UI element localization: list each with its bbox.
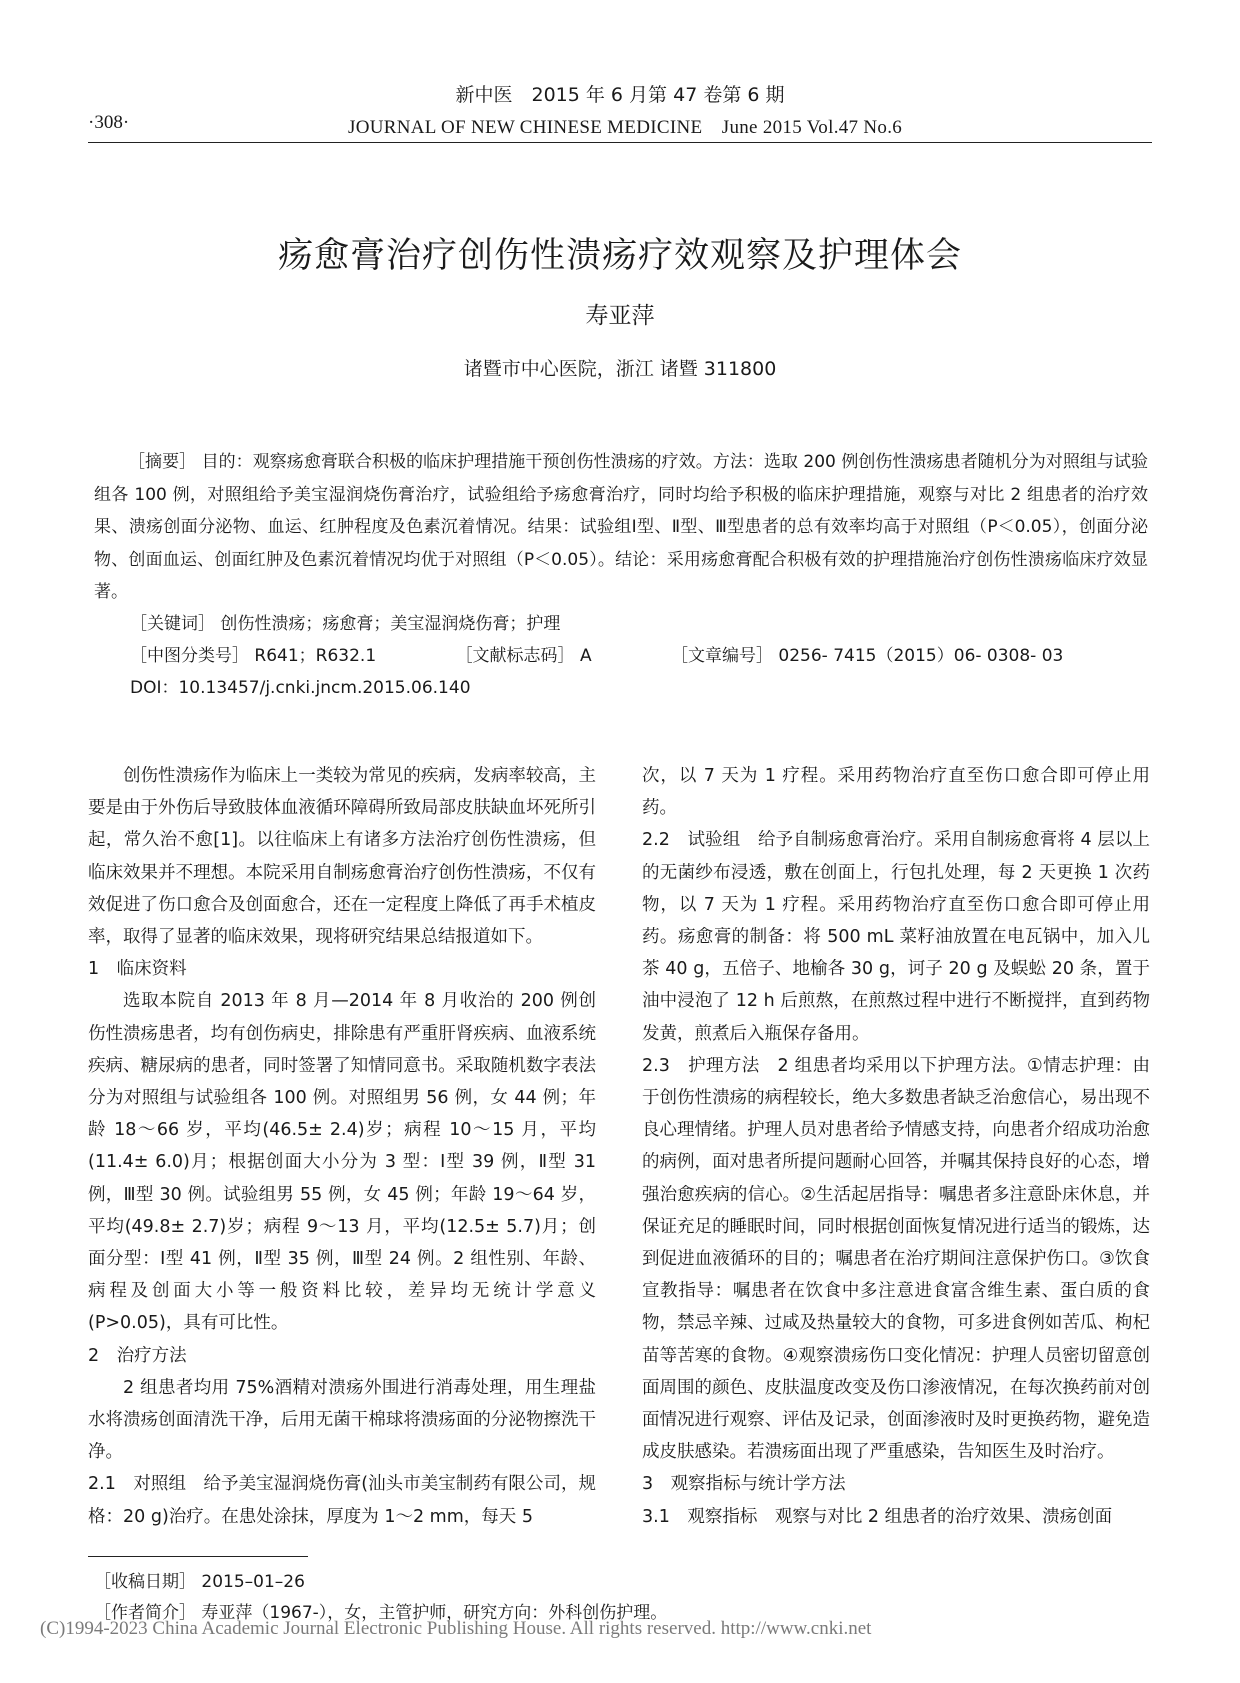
section-heading: 2 治疗方法 [88, 1345, 187, 1366]
body-paragraph: 选取本院自 2013 年 8 月—2014 年 8 月收治的 200 例创伤性溃疡患者，均有创伤病史，排除患有严重肝肾疾病、血液系统疾病、糖尿病的患者，同时签署了知情同意书。采取随机数字表法分为对照组与试验组各 100 例。对照组男 56 例，女 44 例；年龄 18～66 岁，平均(46.5± 2.4)岁；病程 10～15 月，平均(11.4± 6.0)月；根据创面大小分为 3 型：Ⅰ型 39 例，Ⅱ型 31 例，Ⅲ型 30 例。试验组男 55 例，女 45 例；年龄 19～64 岁，平均(49.8± 2.7)岁；病程 9～13 月，平均(12.5± 5.7)月；创面分型：Ⅰ型 41 例，Ⅱ型 35 例，Ⅲ型 24 例。2 组性别、年龄、病程及创面大小等一般资料比较，差异均无统计学意义(P>0.05)，具有可比性。 [88, 991, 596, 1334]
section-heading: 3 观察指标与统计学方法 [642, 1474, 846, 1495]
received-date: ［收稿日期］ 2015–01–26 [94, 1572, 305, 1592]
footnote-rule [88, 1556, 308, 1557]
doi: DOI：10.13457/j.cnki.jncm.2015.06.140 [130, 678, 471, 698]
keywords: ［关键词］ 创伤性溃疡；疡愈膏；美宝湿润烧伤膏；护理 [130, 614, 561, 634]
body-column-left [88, 760, 596, 1533]
author-bio: ［作者简介］ 寿亚萍（1967-），女，主管护师，研究方向：外科创伤护理。 [94, 1603, 668, 1623]
journal-header-en: JOURNAL OF NEW CHINESE MEDICINE June 2015 Vol.47 No.6 [348, 117, 903, 138]
body-paragraph: 3.1 观察指标 观察与对比 2 组患者的治疗效果、溃疡创面 [642, 1506, 1113, 1527]
page-number: ·308· [88, 112, 130, 133]
body-paragraph: 次，以 7 天为 1 疗程。采用药物治疗直至伤口愈合即可停止用药。 [642, 766, 1150, 819]
classification-line [130, 640, 1077, 672]
header-rule [88, 142, 1152, 143]
abstract [94, 446, 1148, 609]
journal-header-cn: 新中医 2015 年 6 月第 47 卷第 6 期 [455, 84, 785, 106]
article-number: ［文章编号］ 0256- 7415（2015）06- 0308- 03 [671, 646, 1064, 666]
abstract-text: ［摘要］ 目的：观察疡愈膏联合积极的临床护理措施干预创伤性溃疡的疗效。方法：选取 200 例创伤性溃疡患者随机分为对照组与试验组各 100 例，对照组给予美宝湿润烧伤膏治疗，试验组给予疡愈膏治疗，同时均给予积极的临床护理措施，观察与对比 2 组患者的治疗效果、溃疡创面分泌物、血运、红肿程度及色素沉着情况。结果：试验组Ⅰ型、Ⅱ型、Ⅲ型患者的总有效率均高于对照组（P＜0.05），创面分泌物、创面血运、创面红肿及色素沉着情况均优于对照组（P＜0.05）。结论：采用疡愈膏配合积极有效的护理措施治疗创伤性溃疡临床疗效显著。 [94, 452, 1148, 602]
body-paragraph: 2.2 试验组 给予自制疡愈膏治疗。采用自制疡愈膏将 4 层以上的无菌纱布浸透，敷在创面上，行包扎处理，每 2 天更换 1 次药物，以 7 天为 1 疗程。采用药物治疗直至伤口愈合即可停止用药。疡愈膏的制备：将 500 mL 菜籽油放置在电瓦锅中，加入儿茶 40 g，五倍子、地榆各 30 g，诃子 20 g 及蜈蚣 20 条，置于油中浸泡了 12 h 后煎熬，在煎熬过程中进行不断搅拌，直到药物发黄，煎煮后入瓶保存备用。 [642, 830, 1150, 1044]
body-paragraph: 2.3 护理方法 2 组患者均采用以下护理方法。①情志护理：由于创伤性溃疡的病程较长，绝大多数患者缺乏治愈信心，易出现不良心理情绪。护理人员对患者给予情感支持，向患者介绍成功治愈的病例，面对患者所提问题耐心回答，并嘱其保持良好的心态，增强治愈疾病的信心。②生活起居指导：嘱患者多注意卧床休息，并保证充足的睡眠时间，同时根据创面恢复情况进行适当的锻炼，达到促进血液循环的目的；嘱患者在治疗期间注意保护伤口。③饮食宣教指导：嘱患者在饮食中多注意进食富含维生素、蛋白质的食物，禁忌辛辣、过咸及热量较大的食物，可多进食例如苦瓜、枸杞苗等苦寒的食物。④观察溃疡伤口变化情况：护理人员密切留意创面周围的颜色、皮肤温度改变及伤口渗液情况，在每次换药前对创面情况进行观察、评估及记录，创面渗液时及时更换药物，避免造成皮肤感染。若溃疡面出现了严重感染，告知医生及时治疗。 [642, 1055, 1150, 1463]
article-title: 疡愈膏治疗创伤性溃疡疗效观察及护理体会 [277, 236, 962, 276]
article-author: 寿亚萍 [585, 303, 655, 329]
copyright-notice: (C)1994-2023 China Academic Journal Electronic Publishing House. All rights reserved. http://www.cnki.net [40, 1618, 872, 1639]
body-paragraph: 创伤性溃疡作为临床上一类较为常见的疾病，发病率较高，主要是由于外伤后导致肢体血液循环障碍所致局部皮肤缺血坏死所引起，常久治不愈[1]。以往临床上有诸多方法治疗创伤性溃疡，但临床效果并不理想。本院采用自制疡愈膏治疗创伤性溃疡，不仅有效促进了伤口愈合及创面愈合，还在一定程度上降低了再手术植皮率，取得了显著的临床效果，现将研究结果总结报道如下。 [88, 766, 596, 948]
body-column-right [642, 760, 1150, 1533]
body-paragraph: 2.1 对照组 给予美宝湿润烧伤膏(汕头市美宝制药有限公司，规格：20 g)治疗。在患处涂抹，厚度为 1～2 mm，每天 5 [88, 1474, 596, 1527]
document-code: ［文献标志码］ A [455, 646, 592, 666]
body-paragraph: 2 组患者均用 75%酒精对溃疡外围进行消毒处理，用生理盐水将溃疡创面清洗干净，后用无菌干棉球将溃疡面的分泌物擦洗干净。 [88, 1377, 596, 1463]
clc-number: ［中图分类号］ R641；R632.1 [130, 646, 377, 666]
section-heading: 1 临床资料 [88, 959, 187, 980]
article-affiliation: 诸暨市中心医院，浙江 诸暨 311800 [463, 358, 777, 380]
